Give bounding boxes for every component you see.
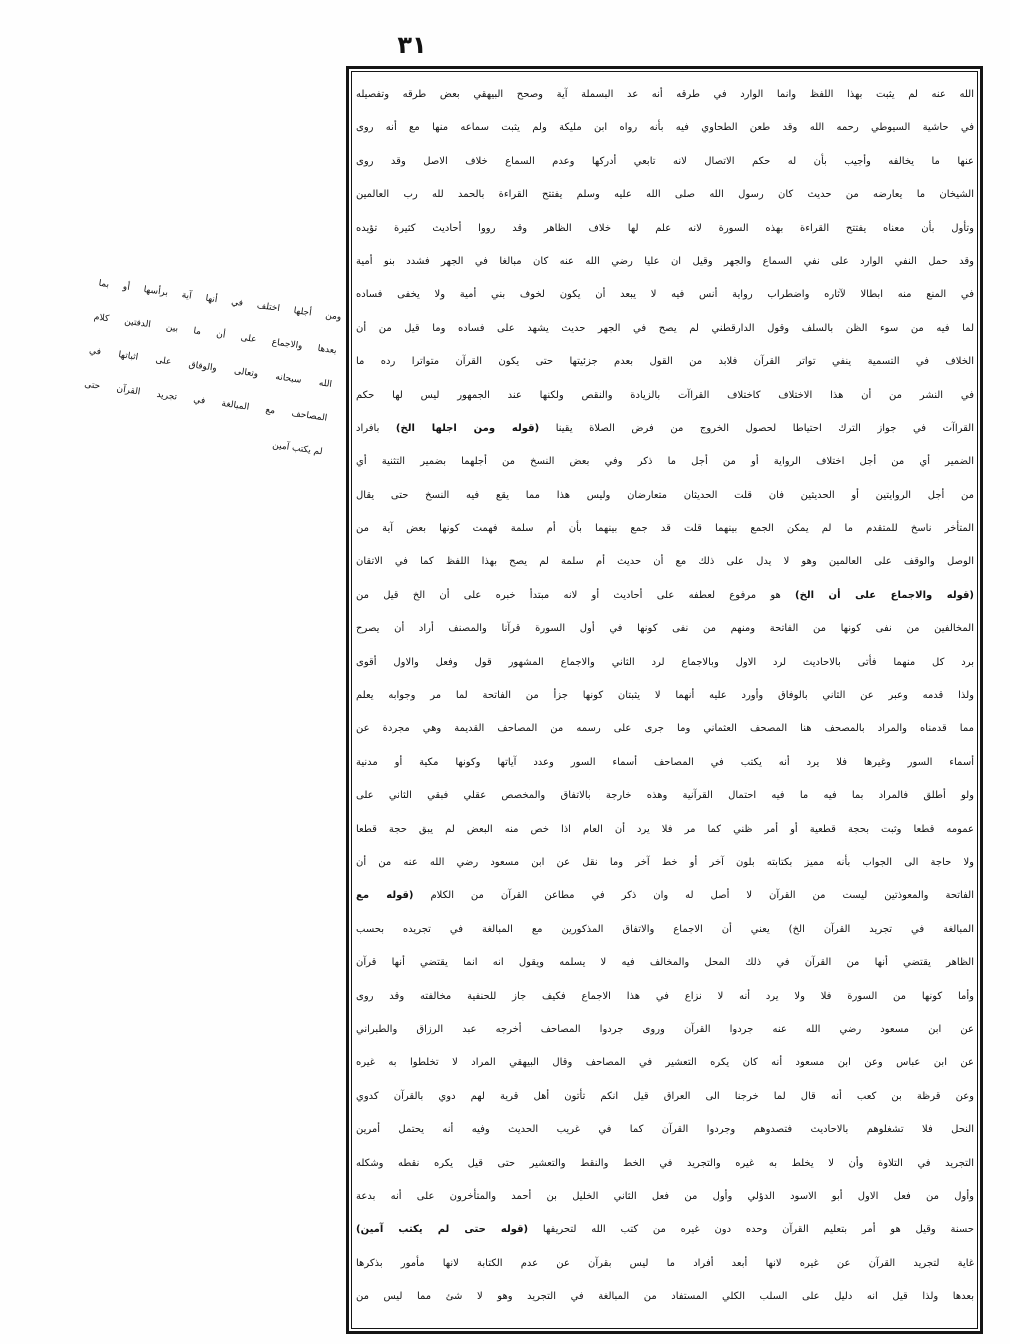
- text-line: الوصل والوقف على العالمين وهو لا يدل على ذلك مع أن حديث أم سلمة لم يصح بهذا اللفظ كما في الاتقان: [356, 556, 974, 568]
- text-line: وعن قرظة بن كعب أنه قال لما خرجنا الى العراق قيل انكم تأتون أهل قرية لهم دوي بالقرآن كدوي: [356, 1090, 974, 1102]
- text-line: [356, 879, 974, 912]
- lemma-marker: (قوله حتى لم يكتب آمين): [356, 1224, 529, 1236]
- text-line: الله عنه لم يثبت بهذا اللفظ وانما الوارد في طرقه أنه عد البسملة آية وصحح البيهقي بعض طرقه وتفصيله: [356, 89, 974, 100]
- text-line: ولا حاجة الى الجواب بأنه مميز بكتابته بلون آخر أو خط آخر وما نقل عن ابن مسعود رضي الله عنه من أن: [356, 856, 974, 868]
- text-line: مما قدمناه والمراد بالمصحف هنا المصحف العثماني وما جرى على رسمه من المصاحف القديمة وهي مجردة عن: [356, 723, 974, 735]
- text-line: الظاهر يقتضي أنها من القرآن في ذلك المحل والمخالف فيه لا يسلمه ويقول انه انما يقتضي أنها قرآن: [356, 957, 974, 969]
- text-segment: القراآت في جواز الترك احتياطا لحصول الخروج من فرض الصلاة يقينا: [555, 422, 974, 434]
- text-line: أسماء السور وغيرها فلا يرد أنه يكتب في المصاحف أسماء السور وعدد آياتها وكونها مكية أو مدنية: [356, 756, 974, 768]
- text-segment: حسنة وقيل هو أمر بتعليم القرآن وحده دون غيره من كتب الله لتحريفها: [542, 1224, 974, 1236]
- margin-note-line: المصاحف مع المبالغة في تجريد القرآن حتى: [83, 379, 328, 424]
- text-line: الضمير أي من أجل اختلاف الرواية أو من أجل ما ذكر وفي بعض النسخ من أجلهما بضمير التثنية أي: [356, 456, 974, 468]
- text-line: الشيخان ما يعارضه من حديث كان رسول الله صلى الله عليه وسلم يفتتح القراءة بالحمد لله رب العالمين: [356, 189, 974, 201]
- text-line: الخلاف في التسمية ينفي تواتر القرآن فلابد من القول بعدم جزئيتها حتى يكون القرآن متواترا رده ما: [356, 356, 974, 368]
- text-line: المبالغة في تجريد القرآن الخ) يعني أن الاجماع والاتفاق المذكورين مع المبالغة في تجريده بحسب: [356, 923, 974, 935]
- lemma-marker: (قوله والاجماع على أن الخ): [795, 589, 974, 601]
- text-line: ولو أطلق فالمراد بما فيه ما فيه احتمال القرآنية وهذه خارجة بالاتفاق والمخصص عقلي فبقي الثاني على: [356, 790, 974, 802]
- margin-note: [77, 267, 343, 469]
- text-line: بعدها ولذا قيل انه دليل على السلب الكلي المستفاد من المبالغة في التجريد وهو لا شئ مما ليس من: [356, 1291, 974, 1303]
- text-segment: هو مرفوع لعطفه على أحاديث أو لانه مبتدأ خبره على أن الخ قيل من: [356, 589, 781, 601]
- text-line: عمومه قطعا وثبت بحجة قطعية أو أمر ظني كما مر فلا يرد أن العام اذا خص منه البعض لم يبق حجة قطعا: [356, 823, 974, 835]
- text-line: المتأخر ناسخ للمتقدم ما لم يمكن الجمع بينهما قلت قد جمع بينهما بأن أم سلمة فهمت كونها بعض آية من: [356, 523, 974, 535]
- text-line: عنها ما يخالفه وأجيب بأن له حكم الاتصال لانه تابعي أدركها وعدم السماع خلاف الاصل وقد روى: [356, 155, 974, 167]
- text-line: برد كل منهما فأتى بالاحاديث لرد الاول وبالاجماع لرد الثاني والاجماع المشهور قول وفعل والاول أقوى: [356, 656, 974, 668]
- text-line: [356, 1213, 974, 1246]
- lemma-marker: (قوله ومن اجلها الخ): [395, 422, 540, 434]
- lemma-marker: (قوله مع: [356, 890, 414, 902]
- text-line: في النشر من أن هذا الاختلاف كاختلاف القراآت بالزيادة والنقص ولكنها عند الجمهور ليس لها حكم: [356, 389, 974, 401]
- text-line: غاية لتجريد القرآن عن غيره لانها أبعد أفراد ما ليس بقرآن عن عدم الكتابة لانها مأمور بذكرها: [356, 1257, 974, 1269]
- page-number: ٣١: [397, 31, 427, 59]
- text-line: المخالفين من نفى كونها من الفاتحة ومنهم من نفى كونها في أول السورة قرآنا والمصنف أراد أن يصرح: [356, 623, 974, 635]
- main-text-block: [356, 78, 974, 1313]
- text-line: وقد حمل النفي الوارد على نفي السماع والجهر وقيل ان عليا رضي الله عنه كان مبالغا في الجهر فشدد بنو أمية: [356, 255, 974, 267]
- text-line: من أجل الروايتين أو الحديثين فان قلت الحديثان متعارضان وليس هذا مما يقع فيه النسخ حتى يقال: [356, 489, 974, 501]
- text-line: وتأول بأن معناه يفتتح القراءة بهذه السورة لانه علم لها خلاف الظاهر وقد رووا أحاديث كثيرة تؤيده: [356, 222, 974, 234]
- text-line: ولذا قدمه وعبر عن الثاني بالوفاق وأورد عليه أنهما لا يثبتان كونها جزأ من الفاتحة لما مر وجوابه يعلم: [356, 690, 974, 702]
- text-line: النحل فلا تشغلوهم بالاحاديث فتصدوهم وجردوا القرآن كما في غريب الحديث وفيه أنه يحتمل أمرين: [356, 1124, 974, 1136]
- text-line: في المنع منه ابطالا لآثاره واضطراب رواية أنس فيه لا يبعد أن يكون لخوف بني أمية ولا يخفى فساده: [356, 289, 974, 301]
- text-line: وأما كونها من السورة فلا ولا يرد أنه لا نزاع في هذا الاجماع فكيف جاز للحنفية مخالفته وقد روى: [356, 990, 974, 1002]
- text-line: [356, 412, 974, 445]
- margin-note-line: لم يكتب آمين: [271, 440, 324, 458]
- text-segment: بافراد: [356, 422, 380, 434]
- text-line: في حاشية السيوطي رحمه الله وقد طعن الطحاوي فيه بأنه رواه ابن مليكة ولم يثبت سماعه منها مع أنه روى: [356, 122, 974, 134]
- text-line: عن ابن مسعود رضي الله عنه جردوا القرآن وروى جردوا المصاحف أخرجه عبد الرزاق والطبراني: [356, 1023, 974, 1035]
- text-segment: الفاتحة والمعوذتين ليست من القرآن لا أصل له وان ذكر في مطاعن القرآن من الكلام: [430, 890, 974, 902]
- margin-note-line: ومن أجلها اختلف في أنها آية برأسها أو بما: [97, 278, 342, 323]
- text-line: لما فيه من سوء الظن بالسلف وقول الدارقطني لم يصح في الجهر حديث يشهد على فساده وما قيل من أن: [356, 322, 974, 334]
- margin-note-line: بعدها والاجماع على أن ما بين الدفتين كلام: [93, 312, 338, 357]
- text-line: عن ابن عباس وعن ابن مسعود أنه كان يكره التعشير في المصاحف وقال البيهقي المراد لا تخلطوا به غيره: [356, 1057, 974, 1069]
- text-line: وأول من فعل الاول أبو الاسود الدؤلي وأول من فعل الثاني الخليل بن أحمد والمتأخرون على أنه بدعة: [356, 1190, 974, 1202]
- text-line: التجريد في التلاوة وأن لا يخلط به غيره والتجريد في الخط والنقط والتعشير حتى قيل يكره نقطه وشكله: [356, 1157, 974, 1169]
- text-line: [356, 579, 974, 612]
- margin-note-line: الله سبحانه وتعالى والوفاق على اثباتها في: [88, 345, 333, 391]
